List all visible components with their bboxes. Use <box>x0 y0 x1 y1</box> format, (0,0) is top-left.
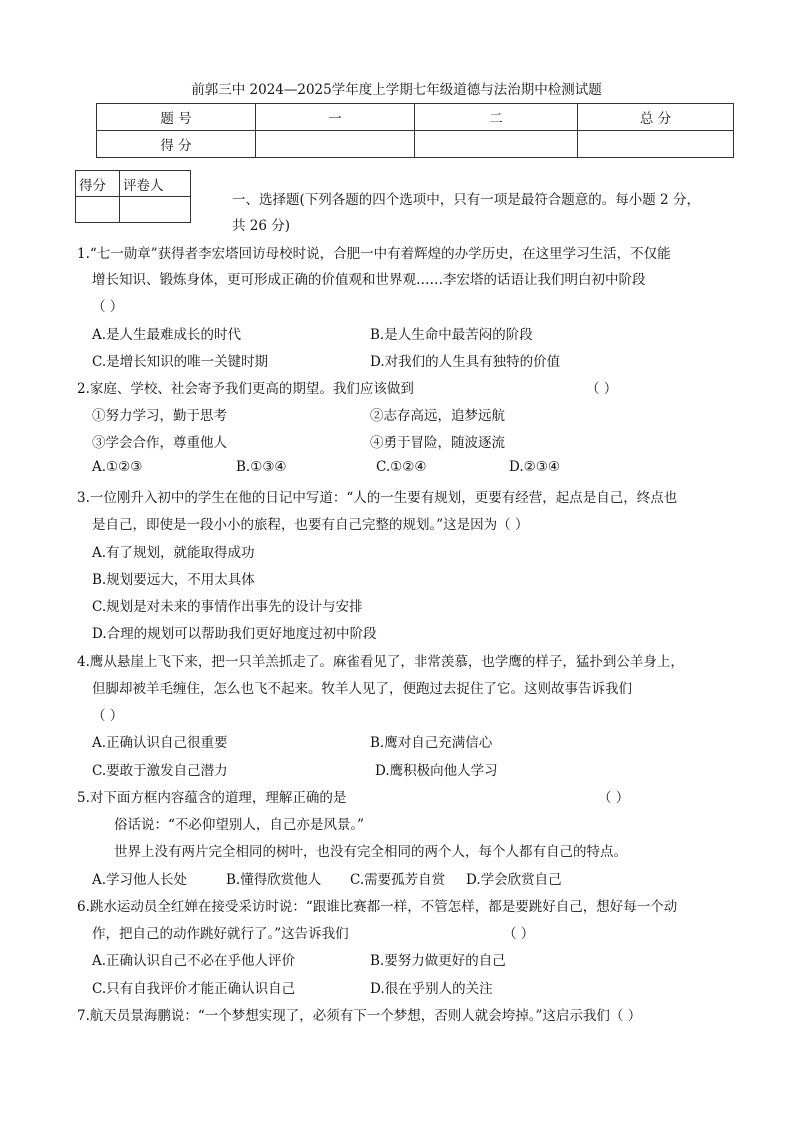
score-table-header-row <box>97 104 734 131</box>
page-title: 前郭三中 2024—2025学年度上学期七年级道德与法治期中检测试题 <box>191 82 602 98</box>
q2-statement-4: ④勇于冒险，随波逐流 <box>370 435 505 451</box>
row-label-score: 得 分 <box>97 131 256 158</box>
q4-option-c: C.要敢于激发自己潜力 <box>92 763 228 779</box>
header-question-number: 题 号 <box>97 104 256 131</box>
q5-option-b: B.懂得欣赏他人 <box>226 872 322 888</box>
q3-option-b: B.规划要远大，不用太具体 <box>92 572 255 588</box>
q5-option-c: C.需要孤芳自赏 <box>350 872 446 888</box>
q5-option-d: D.学会欣赏自己 <box>466 872 562 888</box>
q5-option-a: A.学习他人长处 <box>92 872 188 888</box>
q6-option-b: B.要努力做更好的自己 <box>370 953 506 969</box>
q3-option-d: D.合理的规划可以帮助我们更好地度过初中阶段 <box>92 626 377 642</box>
q6-answer-paren: （ ） <box>503 926 535 942</box>
grader-name-cell <box>120 197 191 223</box>
q1-option-d: D.对我们的人生具有独特的价值 <box>370 354 561 370</box>
q2-option-a: A.①②③ <box>92 459 143 475</box>
q2-statement-1: ①努力学习，勤于思考 <box>92 408 227 424</box>
q2-option-d: D.②③④ <box>509 459 560 475</box>
score-cell-total <box>578 131 734 158</box>
score-cell-two <box>415 131 578 158</box>
q1-stem-cont: 增长知识、锻炼身体，更可形成正确的价值观和世界观……李宏塔的话语让我们明白初中阶段 <box>92 272 646 288</box>
q1-option-b: B.是人生命中最苦闷的阶段 <box>370 327 533 343</box>
q4-stem: 4.鹰从悬崖上飞下来，把一只羊羔抓走了。麻雀看见了，非常羡慕，也学鹰的样子，猛扑到公羊身上， <box>77 654 684 670</box>
q3-stem: 3.一位刚升入初中的学生在他的日记中写道：“人的一生要有规划，更要有经营，起点是自己，终点也 <box>77 490 678 506</box>
q2-statement-2: ②志存高远，追梦远航 <box>370 408 505 424</box>
q1-option-a: A.是人生最难成长的时代 <box>92 327 242 343</box>
q2-option-c: C.①②④ <box>376 459 427 475</box>
q2-option-b: B.①③④ <box>236 459 287 475</box>
q4-answer-paren: （ ） <box>92 708 124 724</box>
q6-stem-cont: 作，把自己的动作跳好就行了。”这告诉我们 <box>92 926 349 942</box>
q6-option-d: D.很在乎别人的关注 <box>370 981 493 997</box>
grader-score-label: 得分 <box>76 171 120 197</box>
q2-stem: 2.家庭、学校、社会寄予我们更高的期望。我们应该做到 <box>77 381 414 397</box>
header-part-one: 一 <box>256 104 415 131</box>
q2-statement-3: ③学会合作，尊重他人 <box>92 435 227 451</box>
score-table <box>96 103 734 158</box>
section-heading: 一、选择题(下列各题的四个选项中，只有一项是最符合题意的。每小题 2 分， <box>232 192 700 208</box>
score-cell-one <box>256 131 415 158</box>
q4-option-b: B.鹰对自己充满信心 <box>370 735 493 751</box>
q5-box-line-1: 俗话说：“不必仰望别人，自己亦是风景。” <box>114 817 365 833</box>
q5-stem: 5.对下面方框内容蕴含的道理，理解正确的是 <box>77 790 347 806</box>
q1-option-c: C.是增长知识的唯一关键时期 <box>92 354 269 370</box>
q5-answer-paren: （ ） <box>598 790 630 806</box>
q3-option-a: A.有了规划，就能取得成功 <box>92 545 255 561</box>
q2-answer-paren: （ ） <box>586 381 618 397</box>
q6-option-a: A.正确认识自己不必在乎他人评价 <box>92 953 296 969</box>
q3-option-c: C.规划是对未来的事情作出事先的设计与安排 <box>92 599 363 615</box>
q7-stem: 7.航天员景海鹏说：“一个梦想实现了，必须有下一个梦想，否则人就会垮掉。”这启示我们（ ） <box>77 1008 642 1024</box>
q4-stem-cont: 但脚却被羊毛缠住，怎么也飞不起来。牧羊人见了，便跑过去捉住了它。这则故事告诉我们 <box>92 681 632 697</box>
grader-name-label: 评卷人 <box>120 171 191 197</box>
header-part-two: 二 <box>415 104 578 131</box>
q1-answer-paren: （ ） <box>92 299 124 315</box>
grader-score-cell <box>76 197 120 223</box>
q5-box-line-2: 世界上没有两片完全相同的树叶，也没有完全相同的两个人，每个人都有自己的特点。 <box>114 844 627 860</box>
score-table-score-row <box>97 131 734 158</box>
grader-table <box>75 170 191 223</box>
q1-stem: 1.“七一勋章”获得者李宏塔回访母校时说，合肥一中有着辉煌的办学历史，在这里学习生活，不仅能 <box>77 246 671 262</box>
header-total: 总 分 <box>578 104 734 131</box>
q4-option-a: A.正确认识自己很重要 <box>92 735 228 751</box>
q4-option-d: D.鹰积极向他人学习 <box>375 763 498 779</box>
q3-stem-cont: 是自己，即使是一段小小的旅程，也要有自己完整的规划。”这是因为（ ） <box>92 517 529 533</box>
q6-option-c: C.只有自我评价才能正确认识自己 <box>92 981 296 997</box>
section-heading-cont: 共 26 分) <box>232 218 291 234</box>
q6-stem: 6.跳水运动员全红婵在接受采访时说：“跟谁比赛都一样，不管怎样，都是要跳好自己，想好每一个动 <box>77 899 678 915</box>
